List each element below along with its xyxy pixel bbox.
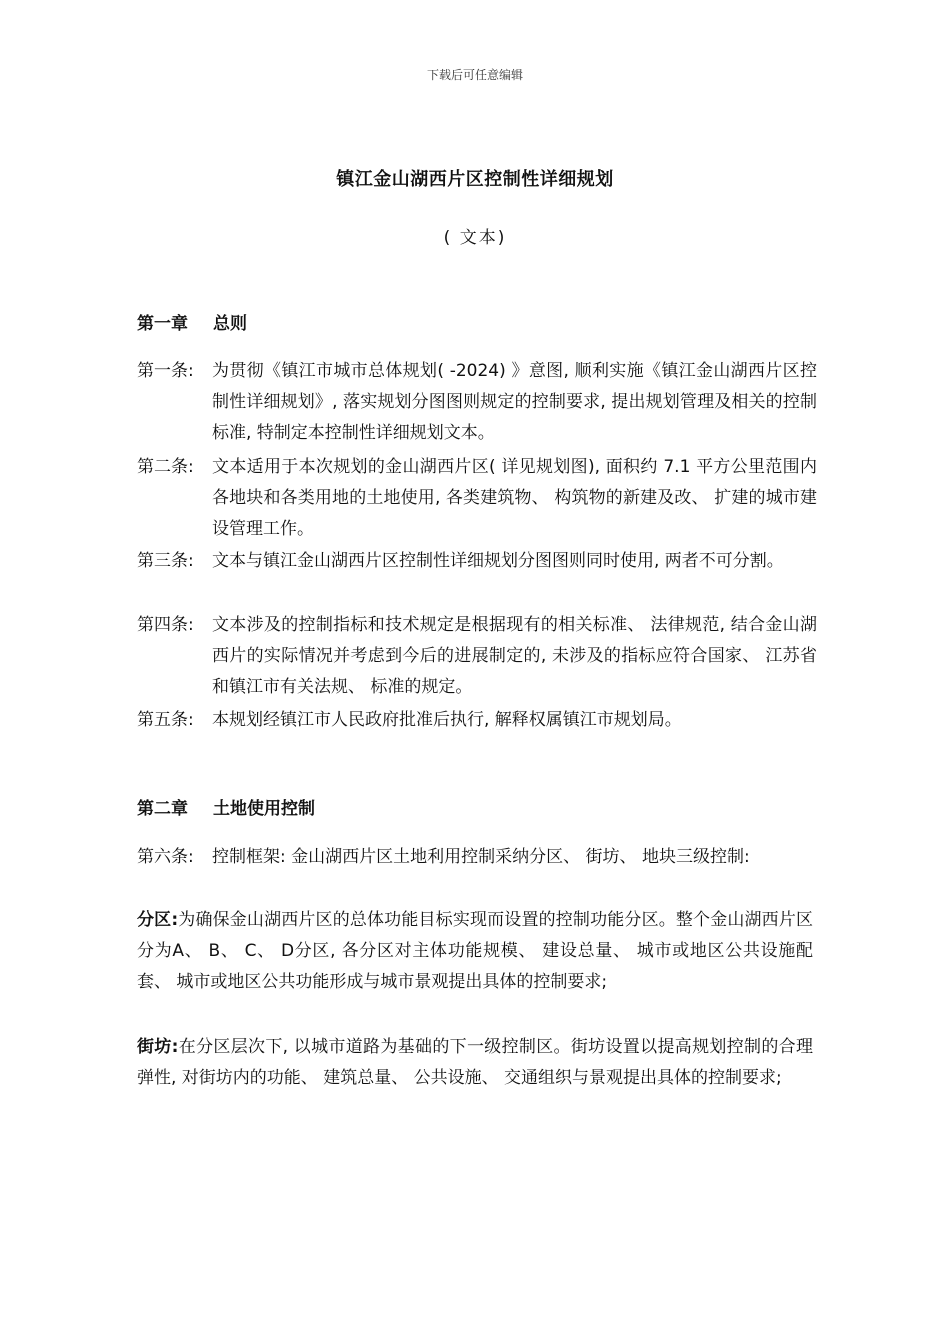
document-title: 镇江金山湖西片区控制性详细规划: [336, 169, 614, 190]
definition-paragraph: [137, 1032, 813, 1094]
article: [137, 842, 817, 873]
header-note: 下载后可任意编辑: [426, 68, 523, 82]
document-subtitle: ( 文本): [443, 228, 507, 248]
article-label: 第五条:: [137, 710, 194, 730]
definition-term: 分区:: [137, 910, 179, 930]
chapter-title: 土地使用控制: [213, 799, 315, 819]
article-label: 第四条:: [137, 615, 194, 635]
article: [137, 356, 817, 449]
definition-text: 为确保金山湖西片区的总体功能目标实现而设置的控制功能分区。整个金山湖西片区分为A、 B、 C、 D分区, 各分区对主体功能规模、 建设总量、 城市或地区公共设施配套、 城市或地区公共功能形成与城市景观提出具体的控制要求;: [137, 910, 813, 992]
article-label: 第三条:: [137, 551, 194, 571]
chapter-number: 第一章: [137, 314, 188, 334]
chapter-heading: [137, 309, 247, 334]
article-label: 第六条:: [137, 847, 194, 867]
definition-paragraph: [137, 905, 813, 998]
definition-text: 在分区层次下, 以城市道路为基础的下一级控制区。街坊设置以提高规划控制的合理弹性, 对街坊内的功能、 建筑总量、 公共设施、 交通组织与景观提出具体的控制要求;: [137, 1037, 813, 1088]
chapter-heading: [137, 794, 315, 819]
article: [137, 546, 817, 577]
chapter-title: 总则: [213, 314, 247, 334]
definition-term: 街坊:: [137, 1037, 179, 1057]
article-text: 为贯彻《镇江市城市总体规划( -2024) 》意图, 顺利实施《镇江金山湖西片区控制性详细规划》, 落实规划分图图则规定的控制要求, 提出规划管理及相关的控制标准, 特制定本控制性详细规划文本。: [212, 361, 817, 443]
article-text: 文本适用于本次规划的金山湖西片区( 详见规划图), 面积约 7.1 平方公里范围内各地块和各类用地的土地使用, 各类建筑物、 构筑物的新建及改、 扩建的城市建设管理工作。: [212, 457, 817, 539]
article-text: 控制框架: 金山湖西片区土地利用控制采纳分区、 街坊、 地块三级控制:: [212, 847, 750, 867]
article: [137, 705, 817, 736]
article: [137, 452, 817, 545]
article-text: 本规划经镇江市人民政府批准后执行, 解释权属镇江市规划局。: [212, 710, 682, 730]
article-text: 文本涉及的控制指标和技术规定是根据现有的相关标准、 法律规范, 结合金山湖西片的实际情况并考虑到今后的进展制定的, 未涉及的指标应符合国家、 江苏省和镇江市有关法规、 标准的规定。: [212, 615, 817, 697]
article-label: 第二条:: [137, 457, 194, 477]
article-label: 第一条:: [137, 361, 194, 381]
chapter-number: 第二章: [137, 799, 188, 819]
article: [137, 610, 817, 703]
article-text: 文本与镇江金山湖西片区控制性详细规划分图图则同时使用, 两者不可分割。: [212, 551, 784, 571]
